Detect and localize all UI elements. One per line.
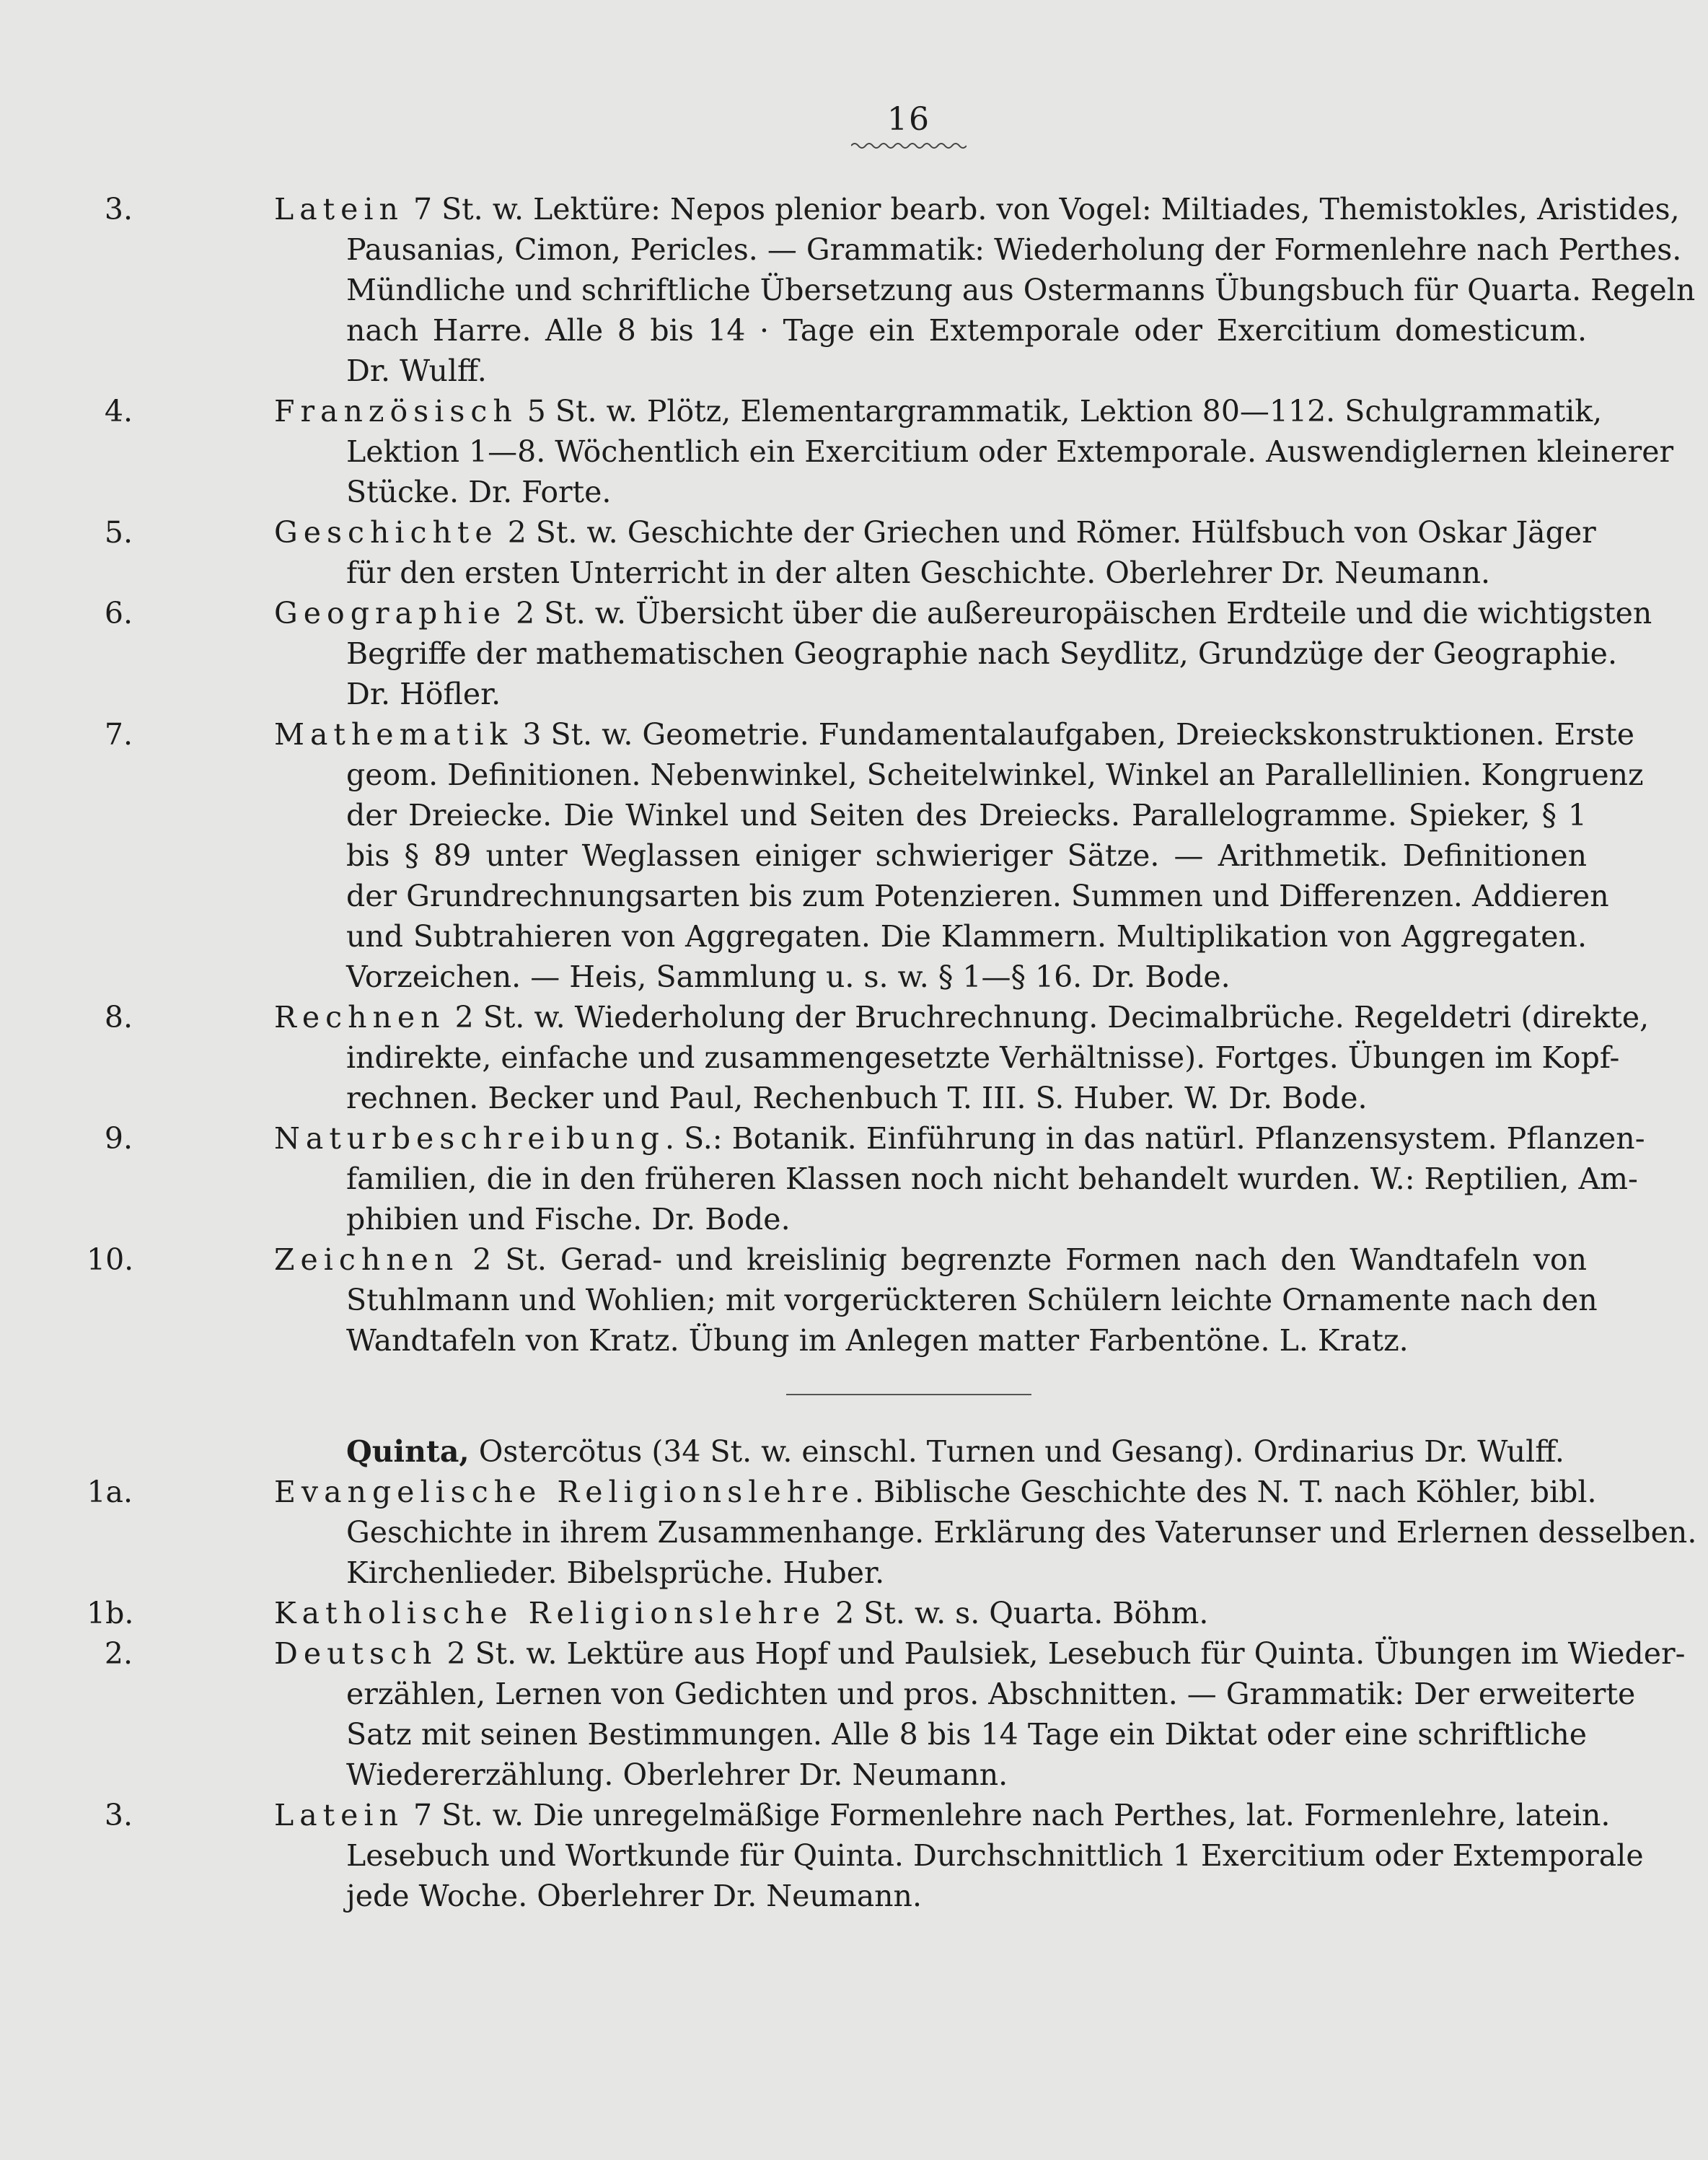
curriculum-entry xyxy=(87,1239,1598,1361)
curriculum-entry xyxy=(104,1795,1644,1916)
entry-subject: Geschichte xyxy=(274,515,498,550)
entry-subject: Zeichnen xyxy=(274,1242,459,1277)
entry-line: erzählen, Lernen von Gedichten und pros. Abschnitten. — Grammatik: Der erweiterte xyxy=(346,1677,1636,1711)
entry-text: 2 St. w. Lektüre aus Hopf und Paulsiek, Lesebuch für Quinta. Übungen im Wieder- xyxy=(437,1636,1686,1671)
quarta-curriculum-list xyxy=(87,189,1696,1361)
curriculum-entry xyxy=(104,1633,1686,1795)
entry-line xyxy=(274,1593,1587,1633)
entry-line: Lektion 1—8. Wöchentlich ein Exercitium oder Extemporale. Auswendiglernen kleinerer xyxy=(346,434,1674,469)
entry-line xyxy=(274,391,1603,431)
quinta-label: Quinta, xyxy=(346,1434,470,1469)
entry-text: 2 St. w. Geschichte der Griechen und Römer. Hülfsbuch von Oskar Jäger xyxy=(498,515,1596,550)
entry-line: und Subtrahieren von Aggregaten. Die Klammern. Multiplikation von Aggregaten. xyxy=(346,919,1587,954)
entry-line: Satz mit seinen Bestimmungen. Alle 8 bis 14 Tage ein Diktat oder eine schriftliche xyxy=(346,1717,1587,1752)
document-body xyxy=(87,189,1697,1916)
entry-line: der Grundrechnungsarten bis zum Potenzieren. Summen und Differenzen. Addieren xyxy=(346,879,1609,913)
entry-subject: Katholische Religionslehre xyxy=(274,1596,827,1630)
entry-number: 6. xyxy=(104,596,133,631)
quinta-heading xyxy=(216,1431,1587,1472)
curriculum-entry xyxy=(104,714,1644,997)
entry-text: 5 St. w. Plötz, Elementargrammatik, Lektion 80—112. Schulgrammatik, xyxy=(517,394,1603,429)
quinta-heading-line xyxy=(346,1431,1587,1472)
entry-line: Begriffe der mathematischen Geographie nach Seydlitz, Grundzüge der Geographie. xyxy=(346,636,1617,671)
entry-line xyxy=(274,714,1634,755)
quinta-curriculum-list xyxy=(87,1472,1697,1916)
entry-line: jede Woche. Oberlehrer Dr. Neumann. xyxy=(346,1879,922,1913)
entry-subject: Evangelische Religionslehre xyxy=(274,1475,855,1509)
entry-text: 2 St. Gerad- und kreislinig begrenzte Formen nach den Wandtafeln von xyxy=(459,1242,1587,1277)
entry-line: familien, die in den früheren Klassen noch nicht behandelt wurden. W.: Reptilien, Am- xyxy=(346,1162,1638,1196)
entry-text: 3 St. w. Geometrie. Fundamentalaufgaben, Dreieckskonstruktionen. Erste xyxy=(513,717,1634,752)
curriculum-entry xyxy=(104,512,1596,593)
entry-line xyxy=(274,1472,1597,1512)
entry-line: der Dreiecke. Die Winkel und Seiten des Dreiecks. Parallelogramme. Spieker, § 1 xyxy=(346,798,1587,833)
entry-number: 4. xyxy=(104,394,133,429)
entry-number: 3. xyxy=(104,192,133,227)
entry-text: . S.: Botanik. Einführung in das natürl. Pflanzensystem. Pflanzen- xyxy=(665,1121,1645,1156)
entry-text: 7 St. w. Lektüre: Nepos plenior bearb. von Vogel: Miltiades, Themistokles, Aristides, xyxy=(403,192,1680,227)
entry-line: Wiedererzählung. Oberlehrer Dr. Neumann. xyxy=(346,1757,1008,1792)
entry-subject: Mathematik xyxy=(274,717,514,752)
wavy-underline-ornament xyxy=(851,141,967,151)
entry-line: Lesebuch und Wortkunde für Quinta. Durchschnittlich 1 Exercitium oder Extemporale xyxy=(346,1838,1644,1873)
entry-line: Wandtafeln von Kratz. Übung im Anlegen matter Farbentöne. L. Kratz. xyxy=(346,1323,1409,1358)
curriculum-entry xyxy=(104,593,1652,714)
entry-subject: Rechnen xyxy=(274,1000,446,1035)
entry-number: 8. xyxy=(104,1000,133,1035)
curriculum-entry xyxy=(104,1118,1645,1239)
entry-line: Dr. Wulff. xyxy=(346,354,487,388)
quinta-heading-text: Ostercötus (34 St. w. einschl. Turnen und Gesang). Ordinarius Dr. Wulff. xyxy=(469,1434,1564,1469)
entry-line: Geschichte in ihrem Zusammenhange. Erklärung des Vaterunser und Erlernen desselben. xyxy=(346,1515,1697,1550)
entry-subject: Naturbeschreibung xyxy=(274,1121,665,1156)
entry-text: 7 St. w. Die unregelmäßige Formenlehre nach Perthes, lat. Formenlehre, latein. xyxy=(403,1798,1611,1832)
entry-text: 2 St. w. Übersicht über die außereuropäischen Erdteile und die wichtigsten xyxy=(506,596,1652,631)
entry-subject: Französisch xyxy=(274,394,518,429)
entry-line: Stuhlmann und Wohlien; mit vorgerückteren Schülern leichte Ornamente nach den xyxy=(346,1283,1598,1317)
entry-text: . Biblische Geschichte des N. T. nach Köhler, bibl. xyxy=(854,1475,1597,1509)
entry-number: 1b. xyxy=(87,1596,134,1630)
entry-line xyxy=(274,189,1680,229)
entry-line xyxy=(274,1118,1645,1159)
entry-line: nach Harre. Alle 8 bis 14 · Tage ein Extemporale oder Exercitium domesticum. xyxy=(346,313,1587,348)
entry-subject: Latein xyxy=(274,1798,404,1832)
entry-line: Kirchenlieder. Bibelsprüche. Huber. xyxy=(346,1555,885,1590)
curriculum-entry xyxy=(87,1593,1587,1633)
entry-line xyxy=(274,512,1596,553)
entry-line: Mündliche und schriftliche Übersetzung aus Ostermanns Übungsbuch für Quarta. Regeln xyxy=(346,273,1696,307)
entry-subject: Deutsch xyxy=(274,1636,438,1671)
curriculum-entry xyxy=(87,1472,1697,1593)
section-divider xyxy=(786,1394,1031,1395)
entry-number: 1a. xyxy=(87,1475,133,1509)
entry-line xyxy=(274,593,1652,633)
curriculum-entry xyxy=(104,189,1696,391)
entry-subject: Latein xyxy=(274,192,404,227)
entry-line: rechnen. Becker und Paul, Rechenbuch T. III. S. Huber. W. Dr. Bode. xyxy=(346,1081,1368,1115)
entry-line xyxy=(274,1239,1587,1280)
entry-number: 2. xyxy=(104,1636,133,1671)
entry-line: Vorzeichen. — Heis, Sammlung u. s. w. § 1—§ 16. Dr. Bode. xyxy=(346,960,1231,994)
entry-line: phibien und Fische. Dr. Bode. xyxy=(346,1202,791,1237)
entry-text: 2 St. w. Wiederholung der Bruchrechnung. Decimalbrüche. Regeldetri (direkte, xyxy=(445,1000,1650,1035)
entry-line: bis § 89 unter Weglassen einiger schwieriger Sätze. — Arithmetik. Definitionen xyxy=(346,838,1587,873)
entry-number: 7. xyxy=(104,717,133,752)
entry-line: Pausanias, Cimon, Pericles. — Grammatik: Wiederholung der Formenlehre nach Perthes. xyxy=(346,232,1682,267)
page-number: 16 xyxy=(887,101,930,138)
entry-line xyxy=(274,1633,1686,1674)
entry-line xyxy=(274,997,1650,1037)
entry-line: Stücke. Dr. Forte. xyxy=(346,475,612,509)
entry-line: indirekte, einfache und zusammengesetzte Verhältnisse). Fortges. Übungen im Kopf- xyxy=(346,1040,1620,1075)
entry-line xyxy=(274,1795,1611,1835)
entry-subject: Geographie xyxy=(274,596,507,631)
entry-line: für den ersten Unterricht in der alten Geschichte. Oberlehrer Dr. Neumann. xyxy=(346,556,1491,590)
page-number-block xyxy=(851,101,967,151)
entry-line: geom. Definitionen. Nebenwinkel, Scheitelwinkel, Winkel an Parallellinien. Kongruenz xyxy=(346,758,1644,792)
entry-text: 2 St. w. s. Quarta. Böhm. xyxy=(826,1596,1209,1630)
entry-number: 5. xyxy=(104,515,133,550)
curriculum-entry xyxy=(104,997,1650,1118)
curriculum-entry xyxy=(104,391,1674,512)
entry-number: 3. xyxy=(104,1798,133,1832)
entry-number: 9. xyxy=(104,1121,133,1156)
entry-line: Dr. Höfler. xyxy=(346,677,501,711)
entry-number: 10. xyxy=(87,1242,134,1277)
